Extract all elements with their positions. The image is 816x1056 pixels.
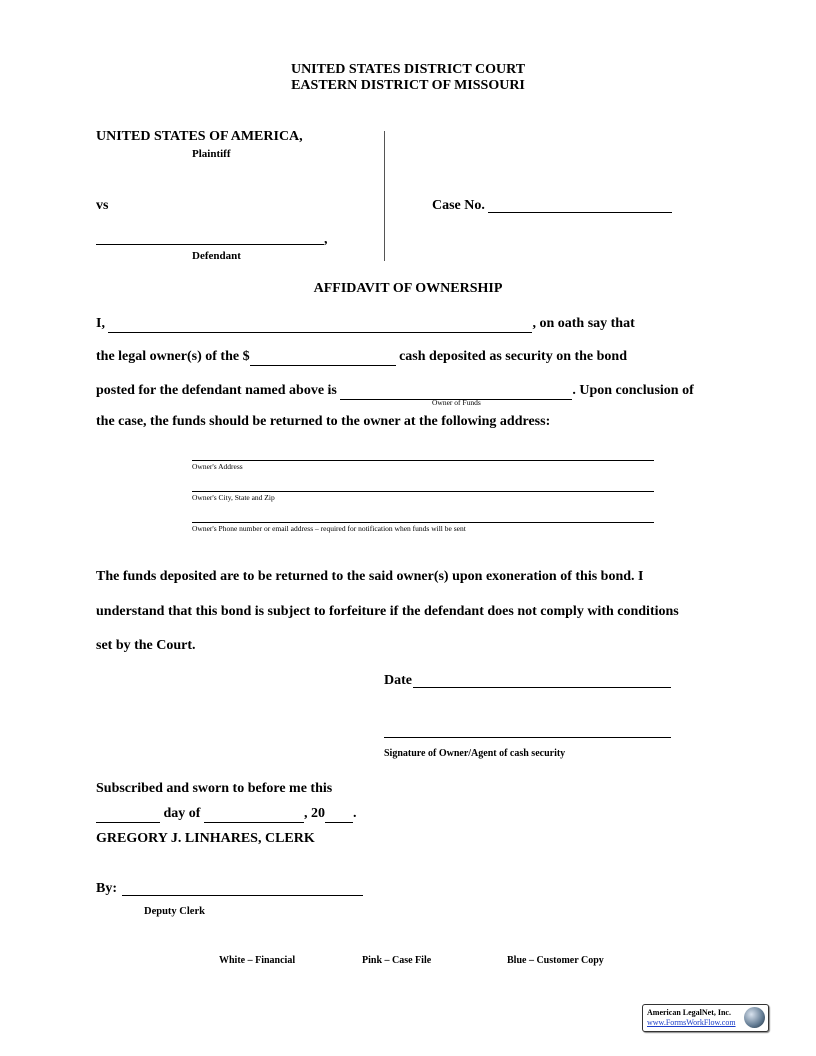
logo-url[interactable]: www.FormsWorkFlow.com bbox=[647, 1018, 736, 1027]
case-no-label: Case No. bbox=[432, 198, 485, 213]
statement-line-1: The funds deposited are to be returned to the said owner(s) upon exoneration of this bond. I bbox=[96, 569, 644, 584]
signature-label: Signature of Owner/Agent of cash security bbox=[384, 748, 566, 759]
jurat-year-field[interactable] bbox=[325, 806, 353, 823]
document-title: AFFIDAVIT OF OWNERSHIP bbox=[313, 281, 503, 296]
date-field[interactable] bbox=[413, 687, 671, 688]
owner-city-field[interactable] bbox=[192, 491, 654, 492]
owner-city-label: Owner's City, State and Zip bbox=[192, 493, 275, 502]
owner-address-field[interactable] bbox=[192, 460, 654, 461]
year-prefix: , 20 bbox=[303, 806, 325, 821]
american-legalnet-logo bbox=[642, 1004, 769, 1032]
copy-white: White – Financial bbox=[219, 955, 296, 966]
caption-divider bbox=[384, 131, 385, 261]
copy-pink: Pink – Case File bbox=[362, 955, 432, 966]
statement-line-2: understand that this bond is subject to forfeiture if the defendant does not comply with conditions bbox=[96, 604, 679, 619]
defendant-name-field[interactable] bbox=[96, 244, 324, 245]
court-district: EASTERN DISTRICT OF MISSOURI bbox=[291, 78, 525, 93]
owner-suffix: . Upon conclusion of bbox=[572, 383, 694, 398]
owner-address-label: Owner's Address bbox=[192, 462, 243, 471]
jurat-date-line bbox=[96, 806, 356, 823]
defendant-label: Defendant bbox=[192, 250, 241, 262]
affiant-line bbox=[96, 316, 635, 333]
owner-contact-label: Owner's Phone number or email address – required for notification when funds will be sent bbox=[192, 524, 466, 533]
statement-line-3: set by the Court. bbox=[96, 638, 196, 653]
copy-blue: Blue – Customer Copy bbox=[507, 955, 604, 966]
owner-prefix: posted for the defendant named above is bbox=[96, 383, 337, 398]
jurat-day-field[interactable] bbox=[96, 806, 160, 823]
plaintiff-name: UNITED STATES OF AMERICA, bbox=[96, 129, 303, 144]
amount-field[interactable] bbox=[250, 349, 396, 366]
logo-company: American LegalNet, Inc. bbox=[647, 1008, 731, 1017]
date-label: Date bbox=[384, 673, 412, 688]
globe-icon bbox=[744, 1007, 765, 1028]
jurat-month-field[interactable] bbox=[204, 806, 304, 823]
jurat-line: Subscribed and sworn to before me this bbox=[96, 781, 333, 796]
clerk-name: GREGORY J. LINHARES, CLERK bbox=[96, 831, 315, 846]
vs-label: vs bbox=[96, 198, 109, 213]
by-label: By: bbox=[96, 881, 117, 896]
signature-field[interactable] bbox=[384, 737, 671, 738]
owner-line bbox=[96, 383, 694, 400]
year-end: . bbox=[352, 806, 357, 821]
amount-prefix: the legal owner(s) of the $ bbox=[96, 349, 250, 364]
owner-contact-field[interactable] bbox=[192, 522, 654, 523]
amount-suffix: cash deposited as security on the bond bbox=[399, 349, 627, 364]
owner-of-funds-label: Owner of Funds bbox=[432, 398, 481, 407]
affiant-prefix: I, bbox=[96, 316, 105, 331]
case-no-field[interactable] bbox=[488, 212, 672, 213]
court-name: UNITED STATES DISTRICT COURT bbox=[290, 62, 526, 77]
affiant-name-field[interactable] bbox=[108, 316, 532, 333]
amount-line bbox=[96, 349, 627, 366]
day-of-label: day of bbox=[163, 806, 201, 821]
deputy-signature-field[interactable] bbox=[122, 895, 363, 896]
deputy-clerk-label: Deputy Clerk bbox=[144, 906, 205, 917]
oath-text: , on oath say that bbox=[532, 316, 635, 331]
defendant-comma: , bbox=[324, 232, 328, 247]
return-funds-text: the case, the funds should be returned to the owner at the following address: bbox=[96, 414, 551, 429]
plaintiff-label: Plaintiff bbox=[192, 148, 231, 160]
